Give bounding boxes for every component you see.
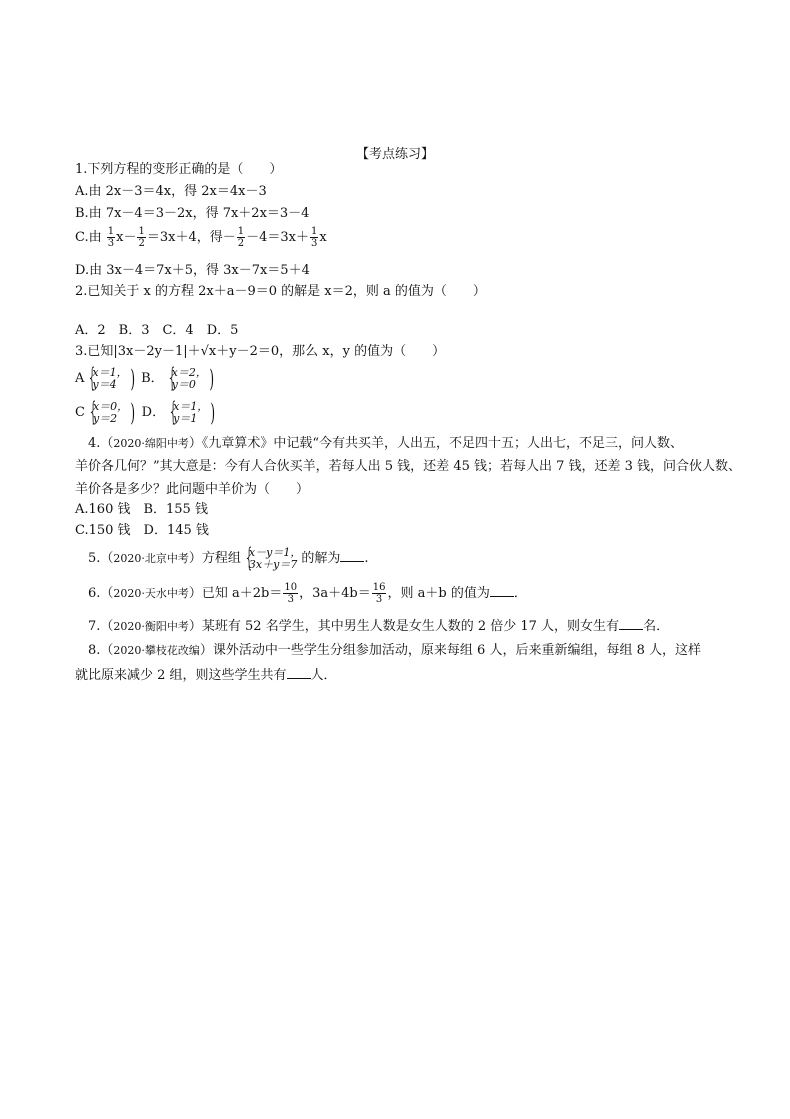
q1-option-d: D.由 3x－4＝7x＋5，得 3x－7x＝5＋4 xyxy=(75,263,310,278)
frac-num: 10 xyxy=(284,582,298,593)
q3-d-system xyxy=(165,401,208,425)
q3-c-label: C xyxy=(75,405,85,420)
q3-stem: 3.已知|3x－2y－1|＋√x＋y－2＝0，那么 x，y 的值为（ ） xyxy=(75,344,446,359)
answer-blank[interactable] xyxy=(287,666,311,679)
q4-line2: 羊价各几何？”其大意是：今有人合伙买羊，若每人出 5 钱，还差 45 钱；若每人出 7 钱，还差 3 钱，问合伙人数、 xyxy=(75,459,742,474)
q1-c-mid2: －4＝3x＋ xyxy=(246,230,309,245)
q4-options2: C.150 钱 D．145 钱 xyxy=(75,523,209,538)
q5-text: 的解为 xyxy=(301,551,341,566)
frac-num: 1 xyxy=(310,226,318,237)
q1-option-c xyxy=(75,226,327,250)
equation: y＝1 xyxy=(173,411,198,425)
q5 xyxy=(88,544,369,574)
equation: { x＝1， xyxy=(92,365,128,379)
q7-number: 7.（ xyxy=(88,619,114,634)
q7-end: 名． xyxy=(643,619,670,634)
q1-c-mid: ＝3x＋4，得－ xyxy=(146,230,236,245)
q5-source: 2020·北京中考 xyxy=(113,552,189,565)
q6 xyxy=(88,580,527,608)
q5-system xyxy=(241,547,301,571)
q7 xyxy=(88,617,669,636)
q6-text: ，3a＋4b＝ xyxy=(299,586,371,601)
q3-b-system xyxy=(164,367,207,391)
frac-den: 3 xyxy=(310,238,318,249)
q8-text: 就比原来减少 2 组，则这些学生共有 xyxy=(75,668,287,683)
q8-source: 2020·攀枝花改编 xyxy=(113,644,200,657)
q4-options1: A.160 钱 B．155 钱 xyxy=(75,502,208,517)
q3-d-label: D． xyxy=(141,405,166,420)
answer-blank[interactable] xyxy=(490,584,514,597)
fraction-one-third xyxy=(310,226,318,249)
q3-options-ab xyxy=(75,364,216,394)
q8-line1 xyxy=(88,642,701,660)
q6-text: ，则 a＋b 的值为 xyxy=(387,586,490,601)
right-paren: ) xyxy=(209,364,214,393)
q7-source: 2020·衡阳中考 xyxy=(113,620,189,633)
q8-line2 xyxy=(75,666,337,685)
frac-den: 3 xyxy=(287,594,294,605)
q5-text: ）方程组 xyxy=(188,551,241,566)
q3-b-label: B． xyxy=(141,371,164,386)
q1-c-x1: x－ xyxy=(116,230,137,245)
q3-c-system xyxy=(85,401,128,425)
fraction-sixteen-thirds xyxy=(372,582,387,605)
q6-end: ． xyxy=(513,586,527,601)
q4-source: 2020·绵阳中考 xyxy=(113,437,189,450)
q2-options: A．2 B．3 C．4 D．5 xyxy=(75,323,239,338)
q8-end: 人． xyxy=(310,668,337,683)
q5-number: 5.（ xyxy=(88,551,114,566)
fraction-ten-thirds xyxy=(283,582,298,605)
right-paren: ) xyxy=(129,364,135,393)
q6-source: 2020·天水中考 xyxy=(113,587,189,600)
q3-options-cd xyxy=(75,398,218,428)
answer-blank[interactable] xyxy=(340,549,364,562)
frac-den: 2 xyxy=(138,238,145,249)
equation: { x＝1， xyxy=(173,399,209,413)
q8-number: 8.（ xyxy=(88,643,114,658)
frac-den: 3 xyxy=(107,238,115,249)
q4-line3: 羊价各是多少？此问题中羊价为（ ） xyxy=(75,482,310,497)
fraction-one-third xyxy=(107,226,115,249)
q6-text: ）已知 a＋2b＝ xyxy=(188,586,283,601)
frac-num: 1 xyxy=(138,226,145,237)
q4-line1 xyxy=(88,435,683,453)
equation: { x－y＝1， xyxy=(248,545,302,559)
q1-option-a: A.由 2x－3＝4x，得 2x＝4x－3 xyxy=(75,184,267,199)
q6-number: 6.（ xyxy=(88,586,114,601)
equation: 3x＋y＝7 xyxy=(248,557,298,571)
equation: y＝4 xyxy=(92,377,117,391)
q8-text: ）课外活动中一些学生分组参加活动，原来每组 6 人，后来重新编组，每组 8 人，这样 xyxy=(199,643,701,658)
q2-stem: 2.已知关于 x 的方程 2x＋a－9＝0 的解是 x＝2，则 a 的值为（ ） xyxy=(75,284,486,299)
q1-c-end: x xyxy=(319,230,327,245)
equation: { x＝2， xyxy=(171,365,207,379)
section-title: 【考点练习】 xyxy=(355,147,434,162)
frac-num: 1 xyxy=(107,226,115,237)
q1-option-b: B.由 7x－4＝3－2x，得 7x＋2x＝3－4 xyxy=(75,206,310,221)
answer-blank[interactable] xyxy=(619,617,643,630)
equation: y＝0 xyxy=(171,377,196,391)
equation: y＝2 xyxy=(92,411,118,425)
frac-num: 1 xyxy=(237,226,245,237)
q7-text: ）某班有 52 名学生，其中男生人数是女生人数的 2 倍少 17 人，则女生有 xyxy=(188,619,620,634)
q4-number: 4.（ xyxy=(88,436,114,451)
equation: { x＝0， xyxy=(92,399,129,413)
frac-num: 16 xyxy=(372,582,386,593)
q1-c-prefix: C.由 xyxy=(75,230,102,245)
q1-stem: 1.下列方程的变形正确的是（ ） xyxy=(75,162,283,177)
right-paren: ) xyxy=(130,398,136,427)
fraction-one-half xyxy=(137,226,145,249)
right-paren: ) xyxy=(210,398,216,427)
frac-den: 2 xyxy=(237,238,245,249)
q3-a-label: A xyxy=(75,371,85,386)
fraction-one-half xyxy=(237,226,245,249)
q3-a-system xyxy=(84,367,127,391)
q4-text: ）《九章算术》中记载“今有共买羊，人出五，不足四十五；人出七，不足三，问人数、 xyxy=(188,436,684,451)
frac-den: 3 xyxy=(375,594,383,605)
q5-end: . xyxy=(364,551,369,566)
